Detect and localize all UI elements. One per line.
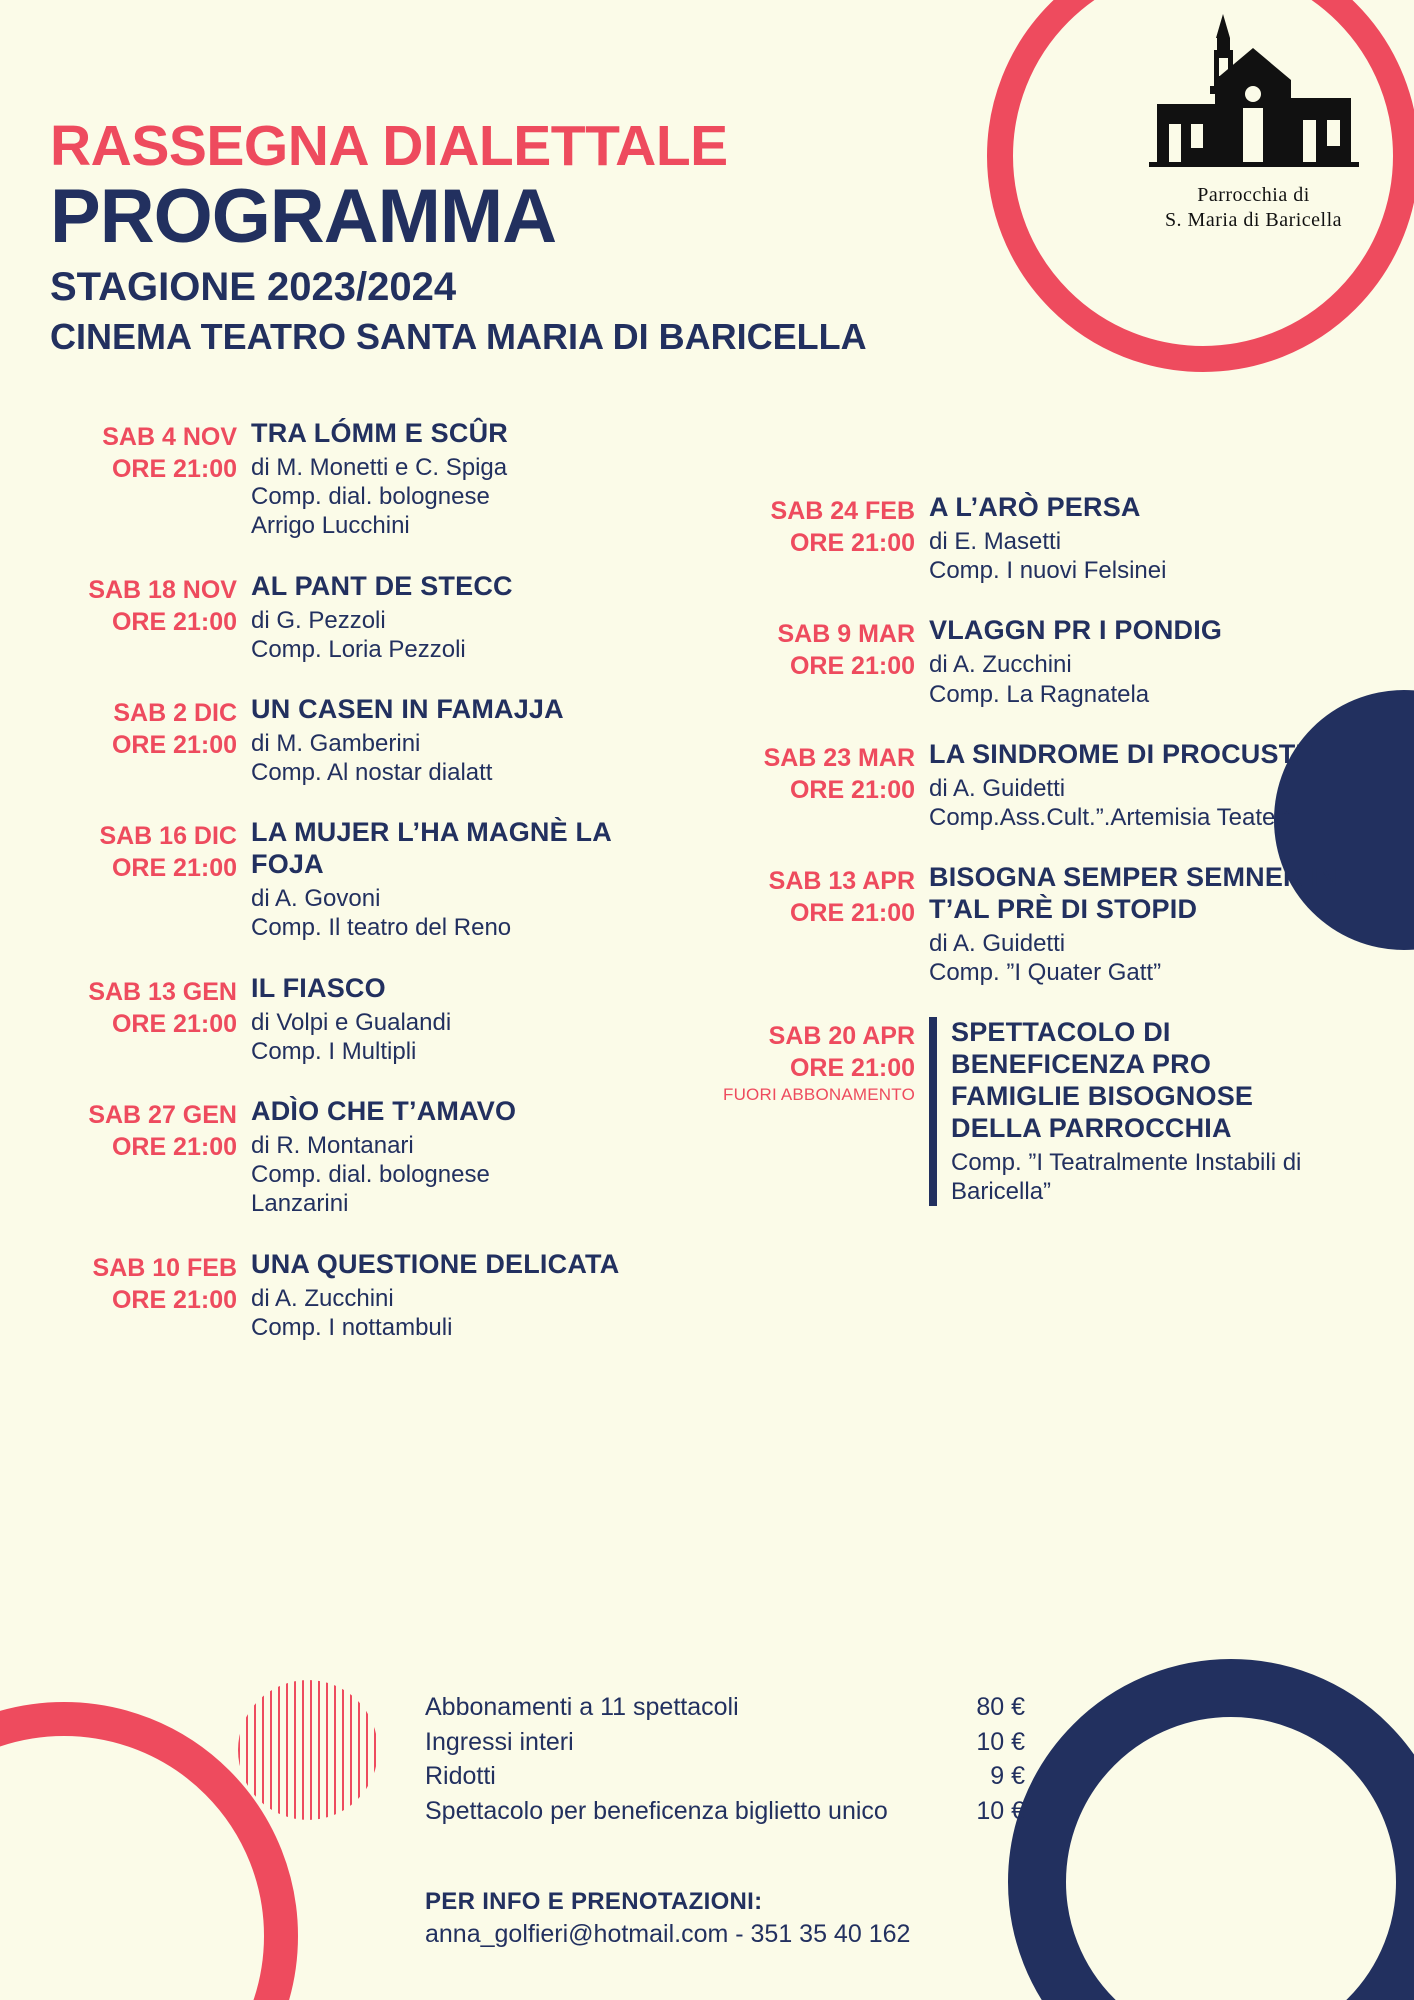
shows-column-left [22,418,662,1372]
show-time: ORE 21:00 [111,607,237,636]
show-credit-line: di E. Masetti [929,527,1062,555]
show-credit-line: Comp. I Multipli [251,1037,417,1065]
footer-contact: anna_golfieri@hotmail.com - 351 35 40 162 [425,1920,911,1948]
price-value: 80 € [976,1693,1025,1721]
show-date: SAB 23 MAR [763,743,915,772]
show-credit-line: Comp. ”I Quater Gatt” [929,959,1162,987]
price-row [425,1794,1025,1829]
show-credit-line: di M. Monetti e C. Spiga [251,453,508,481]
show-credits [251,606,662,665]
show-body [251,973,662,1066]
page-title: PROGRAMMA [50,174,557,259]
show-time: ORE 21:00 [111,731,237,760]
show-time: ORE 21:00 [111,1009,237,1038]
show-title: UNA QUESTIONE DELICATA [251,1248,620,1279]
price-label: Ridotti [425,1762,496,1790]
show-time: ORE 21:00 [789,529,915,557]
show-entry [22,973,662,1066]
show-title: ADÌO CHE T’AMAVO [251,1096,517,1127]
show-credit-line: di M. Gamberini [251,729,421,757]
show-title: TRA LÓMM E SCÛR [251,418,508,448]
show-credit-line: Comp. Il teatro del Reno [251,914,512,942]
decorative-hatched-circle [238,1680,378,1820]
show-credit-line: di A. Govoni [251,885,381,913]
price-row [425,1690,1025,1725]
show-title: BISOGNA SEMPER SEMNER IN T’AL PRÈ DI STOPID [929,862,1338,925]
show-credits [251,729,662,788]
show-credit-line: Comp. La Ragnatela [929,680,1150,708]
show-time: ORE 21:00 [789,775,915,804]
price-row [425,1759,1025,1794]
show-time: ORE 21:00 [111,455,237,483]
show-credits [929,527,1340,586]
show-credit-line: di G. Pezzoli [251,606,386,634]
show-credits [929,929,1340,988]
show-date-time [22,1249,251,1342]
show-credit-line: Comp. dial. bolognese [251,483,490,511]
show-time: ORE 21:00 [789,899,915,928]
show-credits [251,1131,662,1219]
show-title: AL PANT DE STECC [251,570,513,601]
show-credits [929,774,1340,833]
show-time: ORE 21:00 [789,652,915,681]
show-body [251,1249,662,1342]
price-row [425,1725,1025,1760]
price-label: Spettacolo per beneficenza biglietto unico [425,1796,888,1825]
shows-column-right [700,492,1340,1236]
footer-title: PER INFO E PRENOTAZIONI: [425,1888,763,1915]
show-time: ORE 21:00 [111,1133,237,1162]
price-label: Ingressi interi [425,1727,574,1756]
show-date: SAB 24 FEB [770,497,915,525]
show-credit-line: di A. Guidetti [929,929,1066,957]
show-body [929,739,1340,832]
show-date-time [700,862,929,987]
show-entry [700,862,1340,987]
show-title: UN CASEN IN FAMAJJA [251,694,564,725]
show-credit-line: Comp. ”I Teatralmente Instabili di Baricella” [951,1148,1302,1206]
price-value: 10 € [976,1796,1025,1825]
contact-footer [425,1888,1125,1949]
show-entry [700,615,1340,708]
show-credit-line: di Volpi e Gualandi [251,1008,452,1036]
show-credit-line: Comp. dial. bolognese [251,1161,490,1189]
show-date-time [22,694,251,787]
show-entry [22,1249,662,1342]
show-date: SAB 2 DIC [113,699,237,728]
show-credits [251,1008,662,1067]
show-date-time [22,973,251,1066]
show-entry [22,418,662,541]
logo-caption-line1: Parrocchia di [1197,184,1310,206]
show-date: SAB 20 APR [768,1022,915,1051]
show-credit-line: Comp. Al nostar dialatt [251,759,493,787]
show-credit-line: Comp. Loria Pezzoli [251,635,466,663]
show-body [251,418,662,541]
show-credits [251,884,662,943]
show-title: VLAGGN PR I PONDIG [929,615,1223,646]
show-date: SAB 4 NOV [102,423,237,451]
church-illustration-icon [1131,8,1376,183]
show-credit-line: Comp. I nottambuli [251,1313,453,1341]
show-date: SAB 9 MAR [777,620,915,649]
header-rassegna: RASSEGNA DIALETTALE [50,114,728,178]
show-body [251,1096,662,1219]
header-venue: CINEMA TEATRO SANTA MARIA DI BARICELLA [50,316,867,357]
show-body [929,1017,1340,1206]
show-body [929,862,1340,987]
show-entry [22,694,662,787]
show-entry [700,1017,1340,1206]
show-date: SAB 27 GEN [88,1101,237,1130]
price-value: 9 € [990,1762,1025,1790]
show-credit-line: di A. Zucchini [251,1284,394,1312]
show-date: SAB 13 APR [768,867,915,896]
show-credit-line: di R. Montanari [251,1131,414,1159]
show-body [929,615,1340,708]
show-credit-line: di A. Zucchini [929,651,1072,679]
show-credits [251,1284,662,1343]
show-credit-line: Arrigo Lucchini [251,512,410,540]
poster-header [50,114,1130,357]
show-credit-line: di A. Guidetti [929,774,1066,802]
show-body [929,492,1340,585]
show-time: ORE 21:00 [789,1054,915,1083]
logo-caption-line2: S. Maria di Baricella [1164,209,1343,231]
show-entry [22,1096,662,1219]
show-credits [951,1148,1340,1207]
show-date: SAB 10 FEB [92,1253,237,1282]
show-entry [22,817,662,942]
show-date: SAB 13 GEN [88,977,237,1006]
show-date-time [700,615,929,708]
show-title: IL FIASCO [251,972,386,1003]
price-list [425,1690,1025,1828]
show-title: LA MUJER L’HA MAGNÈ LA FOJA [251,817,611,880]
show-date: SAB 18 NOV [88,575,237,604]
show-title: SPETTACOLO DI BENEFICENZA PRO FAMIGLIE BISOGNOSE DELLA PARROCCHIA [951,1017,1254,1143]
show-credit-line: Comp. I nuovi Felsinei [929,557,1167,585]
show-note: FUORI ABBONAMENTO [722,1085,915,1105]
show-title: LA SINDROME DI PROCUSTE [929,738,1314,769]
show-entry [22,571,662,664]
show-body [251,571,662,664]
show-credit-line: Comp.Ass.Cult.”.Artemisia Teater” [929,803,1292,831]
parish-logo [1131,8,1376,233]
show-time: ORE 21:00 [111,854,237,883]
show-title: A L’ARÒ PERSA [929,492,1141,522]
show-date: SAB 16 DIC [99,822,237,851]
show-body [251,694,662,787]
show-date-time [22,1096,251,1219]
price-label: Abbonamenti a 11 spettacoli [425,1693,739,1721]
show-body [251,817,662,942]
show-credits [929,650,1340,709]
show-date-time [22,817,251,942]
show-time: ORE 21:00 [111,1285,237,1314]
show-date-time [700,1017,929,1206]
show-entry [700,492,1340,585]
show-credit-line: Lanzarini [251,1190,349,1218]
show-date-time [700,492,929,585]
show-date-time [22,571,251,664]
header-season: STAGIONE 2023/2024 [50,265,457,309]
show-date-time [22,418,251,541]
show-date-time [700,739,929,832]
show-entry [700,739,1340,832]
show-credits [251,453,662,541]
price-value: 10 € [976,1727,1025,1756]
